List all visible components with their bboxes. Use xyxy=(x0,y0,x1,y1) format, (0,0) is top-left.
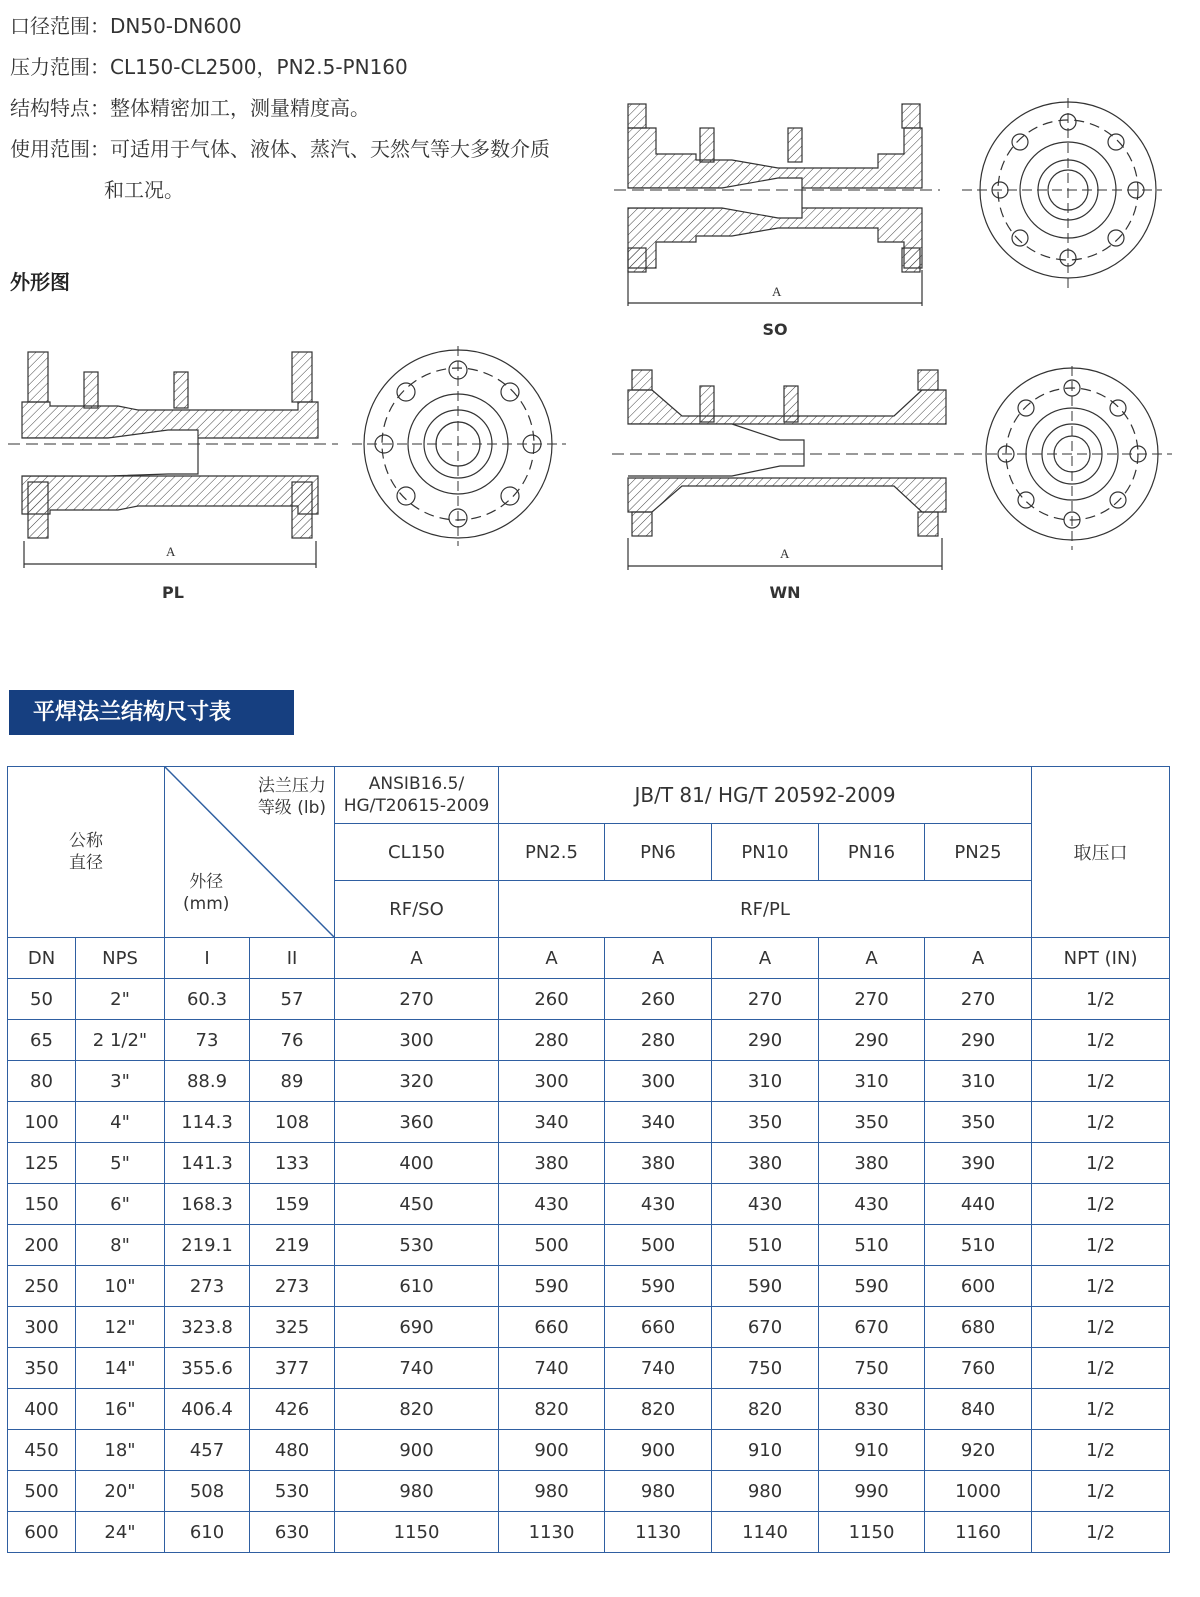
header-nominal-l2: 直径 xyxy=(69,853,103,873)
so-side-view xyxy=(612,98,942,318)
spec-sep: ： xyxy=(90,96,110,120)
table-cell: 300 xyxy=(8,1307,76,1348)
table-cell: 430 xyxy=(712,1184,819,1225)
table-cell: 350 xyxy=(712,1102,819,1143)
table-cell: 660 xyxy=(499,1307,605,1348)
table-cell: 1/2 xyxy=(1032,1389,1170,1430)
table-cell: 1130 xyxy=(499,1512,605,1553)
table-cell: 980 xyxy=(335,1471,499,1512)
sub-header-cell: NPS xyxy=(76,938,165,979)
table-cell: 1/2 xyxy=(1032,1061,1170,1102)
table-cell: 1/2 xyxy=(1032,1266,1170,1307)
table-cell: 1/2 xyxy=(1032,1143,1170,1184)
spec-structure xyxy=(10,96,370,120)
sub-header-cell: A xyxy=(605,938,712,979)
header-pn: PN16 xyxy=(819,824,925,881)
header-flange-l1: 法兰压力 xyxy=(257,776,326,796)
table-cell: 200 xyxy=(8,1225,76,1266)
table-cell: 260 xyxy=(605,979,712,1020)
table-row xyxy=(8,1184,1170,1225)
header-pn: PN2.5 xyxy=(499,824,605,881)
table-cell: 1150 xyxy=(335,1512,499,1553)
wn-flange-front xyxy=(972,366,1172,550)
section-title: 平焊法兰结构尺寸表 xyxy=(9,690,294,735)
table-cell: 980 xyxy=(605,1471,712,1512)
table-cell: 380 xyxy=(499,1143,605,1184)
table-cell: 290 xyxy=(712,1020,819,1061)
table-cell: 830 xyxy=(819,1389,925,1430)
table-cell: 76 xyxy=(250,1020,335,1061)
sub-header-cell: II xyxy=(250,938,335,979)
table-cell: 24" xyxy=(76,1512,165,1553)
table-cell: 760 xyxy=(925,1348,1032,1389)
table-cell: 840 xyxy=(925,1389,1032,1430)
table-cell: 457 xyxy=(165,1430,250,1471)
spec-value: DN50-DN600 xyxy=(110,14,242,38)
header-pn: PN6 xyxy=(605,824,712,881)
table-cell: 590 xyxy=(605,1266,712,1307)
table-cell: 168.3 xyxy=(165,1184,250,1225)
pl-flange-front xyxy=(352,346,566,546)
pl-side-view xyxy=(8,346,338,566)
table-row xyxy=(8,1348,1170,1389)
table-cell: 50 xyxy=(8,979,76,1020)
table-cell: 1/2 xyxy=(1032,1471,1170,1512)
table-cell: 89 xyxy=(250,1061,335,1102)
table-cell: 630 xyxy=(250,1512,335,1553)
sub-header-cell: NPT (IN) xyxy=(1032,938,1170,979)
table-cell: 3" xyxy=(76,1061,165,1102)
sub-header-cell: DN xyxy=(8,938,76,979)
table-cell: 670 xyxy=(819,1307,925,1348)
table-cell: 1160 xyxy=(925,1512,1032,1553)
table-cell: 440 xyxy=(925,1184,1032,1225)
table-cell: 910 xyxy=(819,1430,925,1471)
table-cell: 280 xyxy=(499,1020,605,1061)
table-cell: 1/2 xyxy=(1032,1512,1170,1553)
table-cell: 5" xyxy=(76,1143,165,1184)
header-od-l1: 外径 xyxy=(189,872,224,892)
table-cell: 8" xyxy=(76,1225,165,1266)
table-cell: 377 xyxy=(250,1348,335,1389)
header-ansi-l1: ANSIB16.5/ xyxy=(368,774,465,794)
table-cell: 690 xyxy=(335,1307,499,1348)
wn-side-view xyxy=(612,366,964,576)
table-cell: 380 xyxy=(605,1143,712,1184)
table-cell: 290 xyxy=(925,1020,1032,1061)
table-cell: 610 xyxy=(165,1512,250,1553)
pl-caption: PL xyxy=(162,583,184,602)
table-cell: 1140 xyxy=(712,1512,819,1553)
table-cell: 450 xyxy=(8,1430,76,1471)
so-flange-front xyxy=(962,98,1162,288)
table-row xyxy=(8,1430,1170,1471)
table-cell: 600 xyxy=(925,1266,1032,1307)
table-cell: 1/2 xyxy=(1032,1020,1170,1061)
table-cell: 980 xyxy=(712,1471,819,1512)
table-cell: 910 xyxy=(712,1430,819,1471)
table-cell: 355.6 xyxy=(165,1348,250,1389)
table-cell: 430 xyxy=(819,1184,925,1225)
table-cell: 340 xyxy=(499,1102,605,1143)
table-cell: 270 xyxy=(335,979,499,1020)
table-cell: 300 xyxy=(499,1061,605,1102)
table-cell: 270 xyxy=(819,979,925,1020)
table-cell: 73 xyxy=(165,1020,250,1061)
table-cell: 610 xyxy=(335,1266,499,1307)
table-cell: 290 xyxy=(819,1020,925,1061)
table-cell: 320 xyxy=(335,1061,499,1102)
table-cell: 20" xyxy=(76,1471,165,1512)
table-row xyxy=(8,1266,1170,1307)
table-cell: 108 xyxy=(250,1102,335,1143)
so-dim-label: A xyxy=(772,284,782,299)
table-cell: 350 xyxy=(819,1102,925,1143)
table-cell: 406.4 xyxy=(165,1389,250,1430)
table-cell: 430 xyxy=(499,1184,605,1225)
spec-value: 整体精密加工，测量精度高。 xyxy=(110,96,370,120)
table-cell: 6" xyxy=(76,1184,165,1225)
table-cell: 500 xyxy=(499,1225,605,1266)
table-cell: 1/2 xyxy=(1032,1348,1170,1389)
table-cell: 510 xyxy=(925,1225,1032,1266)
header-pressure-tap: 取压口 xyxy=(1032,767,1170,938)
table-row xyxy=(8,1061,1170,1102)
sub-header-cell: A xyxy=(335,938,499,979)
table-row xyxy=(8,1512,1170,1553)
pl-dim-label: A xyxy=(166,544,176,559)
header-rf-pl: RF/PL xyxy=(499,881,1032,938)
table-cell: 740 xyxy=(335,1348,499,1389)
table-row xyxy=(8,1020,1170,1061)
table-cell: 1/2 xyxy=(1032,1184,1170,1225)
header-ansi-standard xyxy=(335,767,499,824)
table-cell: 750 xyxy=(712,1348,819,1389)
table-cell: 508 xyxy=(165,1471,250,1512)
spec-key: 结构特点 xyxy=(10,96,90,120)
so-caption: SO xyxy=(762,320,788,339)
table-cell: 360 xyxy=(335,1102,499,1143)
header-pn: PN10 xyxy=(712,824,819,881)
sub-header-cell: A xyxy=(712,938,819,979)
table-cell: 350 xyxy=(8,1348,76,1389)
table-cell: 1/2 xyxy=(1032,1225,1170,1266)
table-cell: 660 xyxy=(605,1307,712,1348)
header-diagonal-cell xyxy=(165,767,335,938)
table-cell: 390 xyxy=(925,1143,1032,1184)
table-cell: 60.3 xyxy=(165,979,250,1020)
sub-header-row xyxy=(8,938,1170,979)
table-row xyxy=(8,1307,1170,1348)
table-cell: 260 xyxy=(499,979,605,1020)
sub-header-cell: I xyxy=(165,938,250,979)
table-cell: 125 xyxy=(8,1143,76,1184)
table-cell: 12" xyxy=(76,1307,165,1348)
table-cell: 133 xyxy=(250,1143,335,1184)
table-cell: 740 xyxy=(499,1348,605,1389)
header-nominal-diameter xyxy=(8,767,165,938)
table-cell: 500 xyxy=(8,1471,76,1512)
table-cell: 990 xyxy=(819,1471,925,1512)
spec-sep: ： xyxy=(90,14,110,38)
table-row xyxy=(8,1102,1170,1143)
table-cell: 325 xyxy=(250,1307,335,1348)
table-cell: 2 1/2" xyxy=(76,1020,165,1061)
spec-value: 和工况。 xyxy=(104,178,184,202)
header-ansi-l2: HG/T20615-2009 xyxy=(343,796,490,816)
table-cell: 590 xyxy=(712,1266,819,1307)
table-cell: 480 xyxy=(250,1430,335,1471)
table-row xyxy=(8,979,1170,1020)
table-cell: 1150 xyxy=(819,1512,925,1553)
table-cell: 820 xyxy=(712,1389,819,1430)
table-cell: 1/2 xyxy=(1032,1102,1170,1143)
table-row xyxy=(8,1471,1170,1512)
table-cell: 310 xyxy=(712,1061,819,1102)
table-cell: 4" xyxy=(76,1102,165,1143)
header-flange-l2: 等级 (lb) xyxy=(257,798,326,818)
table-cell: 510 xyxy=(819,1225,925,1266)
header-pn: PN25 xyxy=(925,824,1032,881)
spec-key: 口径范围 xyxy=(10,14,90,38)
table-cell: 750 xyxy=(819,1348,925,1389)
table-cell: 426 xyxy=(250,1389,335,1430)
table-cell: 310 xyxy=(819,1061,925,1102)
table-cell: 380 xyxy=(712,1143,819,1184)
header-rf-so: RF/SO xyxy=(335,881,499,938)
table-cell: 280 xyxy=(605,1020,712,1061)
table-cell: 270 xyxy=(925,979,1032,1020)
table-cell: 1/2 xyxy=(1032,1307,1170,1348)
table-cell: 900 xyxy=(605,1430,712,1471)
table-cell: 219 xyxy=(250,1225,335,1266)
table-cell: 150 xyxy=(8,1184,76,1225)
table-cell: 340 xyxy=(605,1102,712,1143)
header-flange-class xyxy=(258,775,326,819)
table-cell: 900 xyxy=(335,1430,499,1471)
header-od-l2: (mm) xyxy=(183,894,230,914)
table-cell: 1/2 xyxy=(1032,1430,1170,1471)
spec-usage-cont xyxy=(104,178,184,202)
table-cell: 2" xyxy=(76,979,165,1020)
table-cell: 219.1 xyxy=(165,1225,250,1266)
table-cell: 273 xyxy=(250,1266,335,1307)
table-cell: 590 xyxy=(499,1266,605,1307)
table-cell: 510 xyxy=(712,1225,819,1266)
table-cell: 14" xyxy=(76,1348,165,1389)
table-row xyxy=(8,1389,1170,1430)
table-cell: 300 xyxy=(335,1020,499,1061)
table-cell: 900 xyxy=(499,1430,605,1471)
outline-heading: 外形图 xyxy=(10,270,70,294)
table-cell: 1000 xyxy=(925,1471,1032,1512)
table-cell: 100 xyxy=(8,1102,76,1143)
header-jb-standard: JB/T 81/ HG/T 20592-2009 xyxy=(499,767,1032,824)
table-row xyxy=(8,1225,1170,1266)
table-cell: 920 xyxy=(925,1430,1032,1471)
header-nominal-l1: 公称 xyxy=(69,831,103,851)
table-cell: 1130 xyxy=(605,1512,712,1553)
table-cell: 114.3 xyxy=(165,1102,250,1143)
table-cell: 323.8 xyxy=(165,1307,250,1348)
spec-sep: ： xyxy=(90,55,110,79)
table-cell: 300 xyxy=(605,1061,712,1102)
table-cell: 820 xyxy=(605,1389,712,1430)
table-cell: 980 xyxy=(499,1471,605,1512)
table-cell: 380 xyxy=(819,1143,925,1184)
spec-key: 使用范围 xyxy=(10,137,90,161)
table-cell: 250 xyxy=(8,1266,76,1307)
sub-header-cell: A xyxy=(925,938,1032,979)
table-cell: 310 xyxy=(925,1061,1032,1102)
sub-header-cell: A xyxy=(819,938,925,979)
table-cell: 450 xyxy=(335,1184,499,1225)
spec-key: 压力范围 xyxy=(10,55,90,79)
spec-pressure-range xyxy=(10,55,408,79)
table-cell: 400 xyxy=(8,1389,76,1430)
table-body xyxy=(8,979,1170,1553)
table-cell: 16" xyxy=(76,1389,165,1430)
table-cell: 65 xyxy=(8,1020,76,1061)
wn-dim-label: A xyxy=(780,546,790,561)
header-outer-diameter xyxy=(183,871,229,915)
spec-caliber-range xyxy=(10,14,242,38)
table-cell: 530 xyxy=(250,1471,335,1512)
spec-value: CL150-CL2500，PN2.5-PN160 xyxy=(110,55,408,79)
table-cell: 159 xyxy=(250,1184,335,1225)
table-cell: 80 xyxy=(8,1061,76,1102)
table-cell: 820 xyxy=(499,1389,605,1430)
table-cell: 57 xyxy=(250,979,335,1020)
table-cell: 680 xyxy=(925,1307,1032,1348)
table-cell: 141.3 xyxy=(165,1143,250,1184)
table-row xyxy=(8,1143,1170,1184)
table-cell: 670 xyxy=(712,1307,819,1348)
table-cell: 590 xyxy=(819,1266,925,1307)
table-cell: 350 xyxy=(925,1102,1032,1143)
table-cell: 500 xyxy=(605,1225,712,1266)
table-cell: 273 xyxy=(165,1266,250,1307)
table-cell: 10" xyxy=(76,1266,165,1307)
dimension-table xyxy=(7,766,1170,1553)
table-cell: 740 xyxy=(605,1348,712,1389)
table-cell: 18" xyxy=(76,1430,165,1471)
sub-header-cell: A xyxy=(499,938,605,979)
table-cell: 820 xyxy=(335,1389,499,1430)
header-cl150: CL150 xyxy=(335,824,499,881)
table-cell: 400 xyxy=(335,1143,499,1184)
table-cell: 530 xyxy=(335,1225,499,1266)
wn-caption: WN xyxy=(769,583,801,602)
table-cell: 430 xyxy=(605,1184,712,1225)
table-cell: 1/2 xyxy=(1032,979,1170,1020)
spec-sep: ： xyxy=(90,137,110,161)
spec-value: 可适用于气体、液体、蒸汽、天然气等大多数介质 xyxy=(110,137,550,161)
table-cell: 600 xyxy=(8,1512,76,1553)
table-cell: 270 xyxy=(712,979,819,1020)
spec-usage xyxy=(10,137,550,161)
table-cell: 88.9 xyxy=(165,1061,250,1102)
